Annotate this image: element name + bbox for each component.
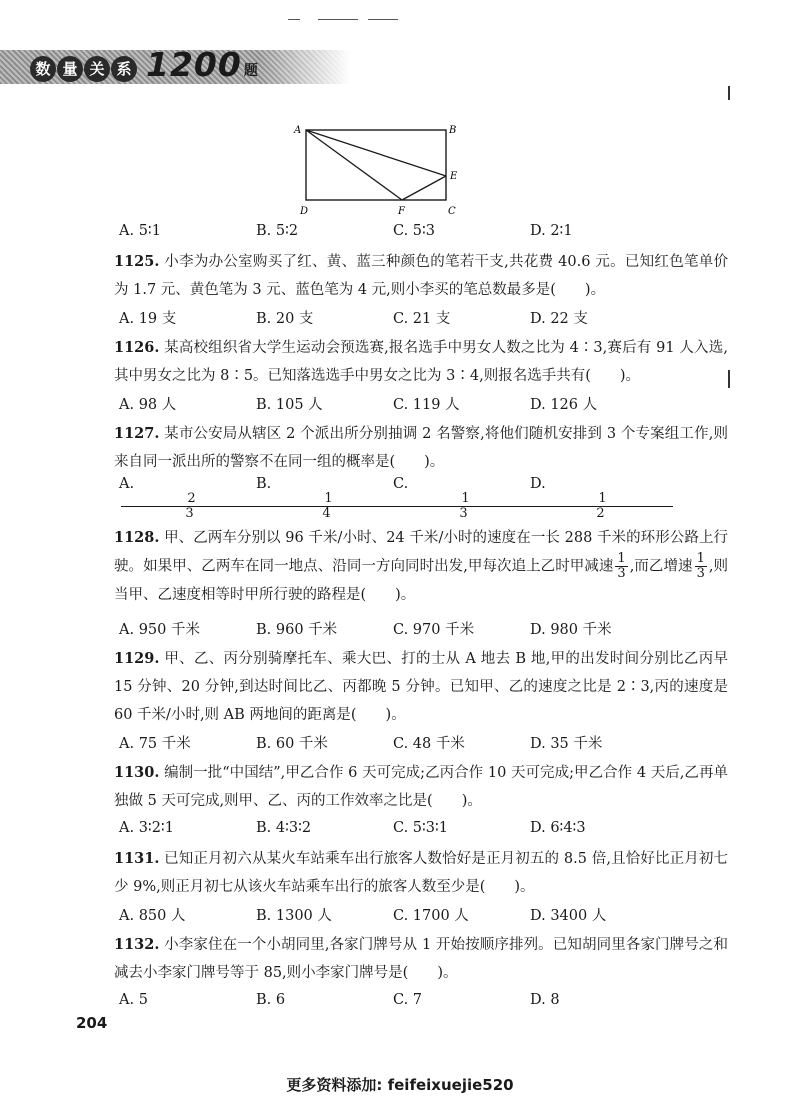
- option: C. 7: [393, 992, 423, 1008]
- question-text: ,则当甲、乙速度相等时甲所行驶的路程是( )。: [114, 558, 729, 603]
- q1128-options: [88, 615, 728, 641]
- question-1126: [88, 334, 728, 390]
- question-1128: [88, 524, 728, 609]
- question-1131: [88, 845, 728, 901]
- footer-note: 更多资料添加: feifeixuejie520: [286, 1076, 514, 1094]
- label-b: B: [449, 125, 457, 136]
- label-e: E: [450, 171, 458, 182]
- fraction: $\frac{1}{3}$: [617, 551, 626, 581]
- question-number: 1129.: [114, 650, 160, 667]
- title-char: 关: [84, 56, 110, 82]
- question-number: 1130.: [114, 764, 160, 781]
- q1130-options: [88, 815, 728, 841]
- top-dash: [288, 19, 300, 20]
- option: A. 75 千米: [119, 735, 191, 752]
- fraction: $\frac{1}{3}$: [395, 492, 532, 521]
- label-c: C: [448, 206, 456, 217]
- q1125-options: [88, 304, 728, 330]
- title-char: 系: [111, 56, 137, 82]
- option: A. 850 人: [119, 907, 186, 924]
- question-number: 1126.: [114, 339, 160, 356]
- segment-fe: [402, 176, 446, 200]
- option: D. 980 千米: [530, 621, 612, 638]
- margin-mark: [728, 370, 730, 388]
- label-f: F: [398, 206, 405, 217]
- q1131-options: [88, 901, 728, 927]
- option: B. $\frac{1}{4}$: [256, 476, 393, 521]
- question-text: 甲、乙、丙分别骑摩托车、乘大巴、打的士从 A 地去 B 地,甲的出发时间分别比乙丙早 15 分钟、20 分钟,到达时间比乙、丙都晚 5 分钟。已知甲、乙的速度之比是 2∶3,丙的速度是 60 千米/小时,则 AB 两地间的距离是( )。: [114, 651, 729, 723]
- title-char: 数: [30, 56, 56, 82]
- q1132-options: [88, 987, 728, 1013]
- option: B. 20 支: [256, 310, 314, 327]
- q1129-options: [88, 729, 728, 755]
- option: B. 6: [256, 992, 286, 1008]
- option: D. 126 人: [530, 396, 598, 413]
- question-text: 编制一批“中国结”,甲乙合作 6 天可完成;乙丙合作 10 天可完成;甲乙合作 4 天后,乙再单独做 5 天可完成,则甲、乙、丙的工作效率之比是( )。: [114, 765, 729, 809]
- question-number: 1128.: [114, 529, 160, 546]
- label-a: A: [294, 125, 302, 136]
- option: C. $\frac{1}{3}$: [393, 476, 530, 521]
- option: D. $\frac{1}{2}$: [530, 476, 667, 521]
- fraction: $\frac{2}{3}$: [121, 492, 258, 521]
- segment-af: [306, 130, 402, 200]
- question-number: 1127.: [114, 425, 160, 442]
- question-text: 某高校组织省大学生运动会预选赛,报名选手中男女人数之比为 4∶3,赛后有 91 人入选,其中男女之比为 8∶5。已知落选选手中男女之比为 3∶4,则报名选手共有( )。: [114, 340, 728, 384]
- option: B. 105 人: [256, 396, 323, 413]
- option: D. 22 支: [530, 310, 588, 327]
- rectangle-abcd: [306, 130, 446, 200]
- option: C. 970 千米: [393, 621, 475, 638]
- option: C. 48 千米: [393, 735, 465, 752]
- option: B. 5∶2: [256, 223, 299, 239]
- question-1125: [88, 248, 728, 304]
- question-text: 某市公安局从辖区 2 个派出所分别抽调 2 名警察,将他们随机安排到 3 个专案组工作,则来自同一派出所的警察不在同一组的概率是( )。: [114, 426, 729, 470]
- margin-mark: [728, 86, 730, 100]
- book-title: [30, 45, 258, 84]
- fraction: $\frac{1}{2}$: [532, 492, 669, 521]
- option: C. 1700 人: [393, 907, 469, 924]
- top-dash: [318, 19, 358, 20]
- option: D. 2∶1: [530, 223, 573, 239]
- option: C. 5∶3: [393, 223, 436, 239]
- question-number: 1125.: [114, 253, 160, 270]
- title-char: 量: [57, 56, 83, 82]
- option: D. 35 千米: [530, 735, 603, 752]
- label-d: D: [300, 206, 309, 217]
- question-text: 小李为办公室购买了红、黄、蓝三种颜色的笔若干支,共花费 40.6 元。已知红色笔单价为 1.7 元、黄色笔为 3 元、蓝色笔为 4 元,则小李买的笔总数最多是( )。: [114, 254, 729, 298]
- question-text: ,而乙增速: [629, 558, 693, 575]
- question-text: 小李家住在一个小胡同里,各家门牌号从 1 开始按顺序排列。已知胡同里各家门牌号之和减去小李家门牌号等于 85,则小李家门牌号是( )。: [114, 937, 729, 981]
- q1124-options: [88, 218, 728, 244]
- top-dash: [368, 19, 398, 20]
- title-suffix: 题: [243, 63, 258, 79]
- option: C. 21 支: [393, 310, 451, 327]
- question-number: 1132.: [114, 936, 160, 953]
- option: A. 950 千米: [119, 621, 200, 638]
- option: B. 1300 人: [256, 907, 332, 924]
- option: A. $\frac{2}{3}$: [119, 476, 256, 521]
- fraction: $\frac{1}{4}$: [258, 492, 395, 521]
- page-number: 204: [76, 1014, 108, 1032]
- fraction: $\frac{1}{3}$: [696, 551, 705, 581]
- segment-ae: [306, 130, 446, 176]
- option: A. 98 人: [119, 396, 177, 413]
- title-number: 1200: [146, 45, 242, 84]
- option: B. 960 千米: [256, 621, 338, 638]
- question-1127: [88, 420, 728, 476]
- q1126-options: [88, 390, 728, 416]
- question-1132: [88, 931, 728, 987]
- question-text: 已知正月初六从某火车站乘车出行旅客人数恰好是正月初五的 8.5 倍,且恰好比正月初七少 9%,则正月初七从该火车站乘车出行的旅客人数至少是( )。: [114, 851, 729, 895]
- option: D. 3400 人: [530, 907, 607, 924]
- question-text: 甲、乙两车分别以 96 千米/小时、24 千米/小时的速度在一长 288 千米的环形公路上行驶。如果甲、乙两车在同一地点、沿同一方向同时出发,甲每次追上乙时甲减速: [114, 530, 729, 575]
- option: A. 5∶1: [119, 223, 161, 239]
- option: D. 6∶4∶3: [530, 820, 586, 836]
- option: A. 5: [119, 992, 148, 1008]
- q1127-options: [88, 476, 728, 520]
- option: C. 5∶3∶1: [393, 820, 449, 836]
- geometry-figure: [290, 120, 470, 220]
- option: A. 19 支: [119, 310, 177, 327]
- option: C. 119 人: [393, 396, 460, 413]
- option: B. 4∶3∶2: [256, 820, 312, 836]
- question-number: 1131.: [114, 850, 160, 867]
- option: A. 3∶2∶1: [119, 820, 174, 836]
- question-list: [88, 218, 728, 1013]
- option: B. 60 千米: [256, 735, 328, 752]
- option: D. 8: [530, 992, 560, 1008]
- question-1130: [88, 759, 728, 815]
